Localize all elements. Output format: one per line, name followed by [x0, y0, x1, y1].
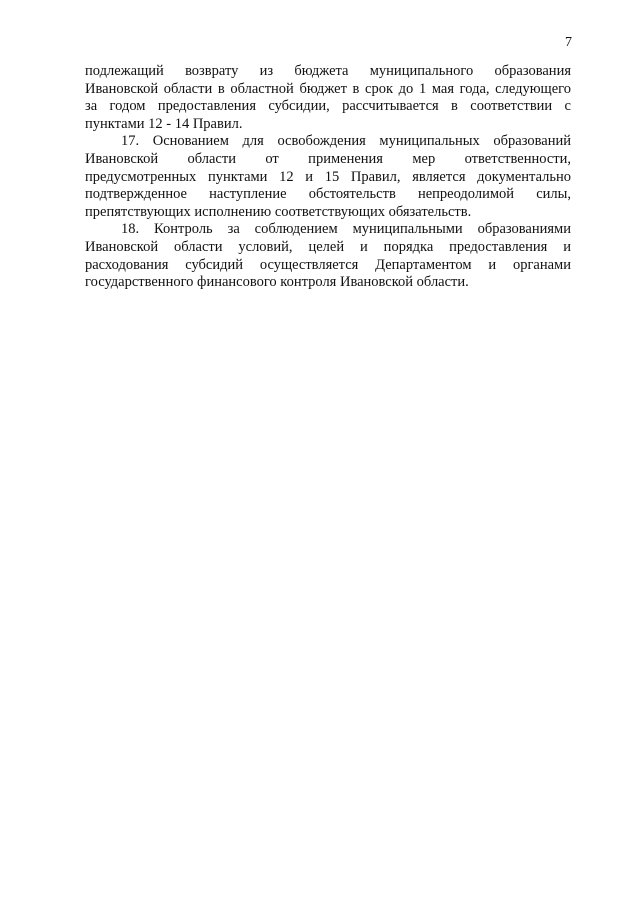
- text-line: предусмотренных пунктами 12 и 15 Правил, является документально: [85, 168, 571, 185]
- text-line: Ивановской области условий, целей и порядка предоставления и: [85, 238, 571, 255]
- text-line: за годом предоставления субсидии, рассчитывается в соответствии с: [85, 98, 571, 115]
- text-line: подтвержденное наступление обстоятельств непреодолимой силы,: [85, 186, 571, 203]
- text-line: 18. Контроль за соблюдением муниципальными образованиями: [121, 221, 571, 238]
- text-line: пунктами 12 - 14 Правил.: [85, 115, 243, 132]
- text-line: 17. Основанием для освобождения муниципальных образований: [121, 133, 571, 150]
- text-line: препятствующих исполнению соответствующих обязательств.: [85, 203, 472, 220]
- text-line: расходования субсидий осуществляется Департаментом и органами: [85, 256, 571, 273]
- paragraph-continuation: [85, 63, 571, 133]
- paragraph-18: [85, 221, 571, 291]
- text-line: государственного финансового контроля Ивановской области.: [85, 274, 469, 291]
- page-number: 7: [565, 35, 572, 50]
- document-body: [85, 63, 571, 292]
- paragraph-17: [85, 133, 571, 221]
- text-line: Ивановской области от применения мер ответственности,: [85, 150, 571, 167]
- text-line: подлежащий возврату из бюджета муниципального образования: [85, 63, 571, 79]
- text-line: Ивановской области в областной бюджет в срок до 1 мая года, следующего: [85, 80, 571, 97]
